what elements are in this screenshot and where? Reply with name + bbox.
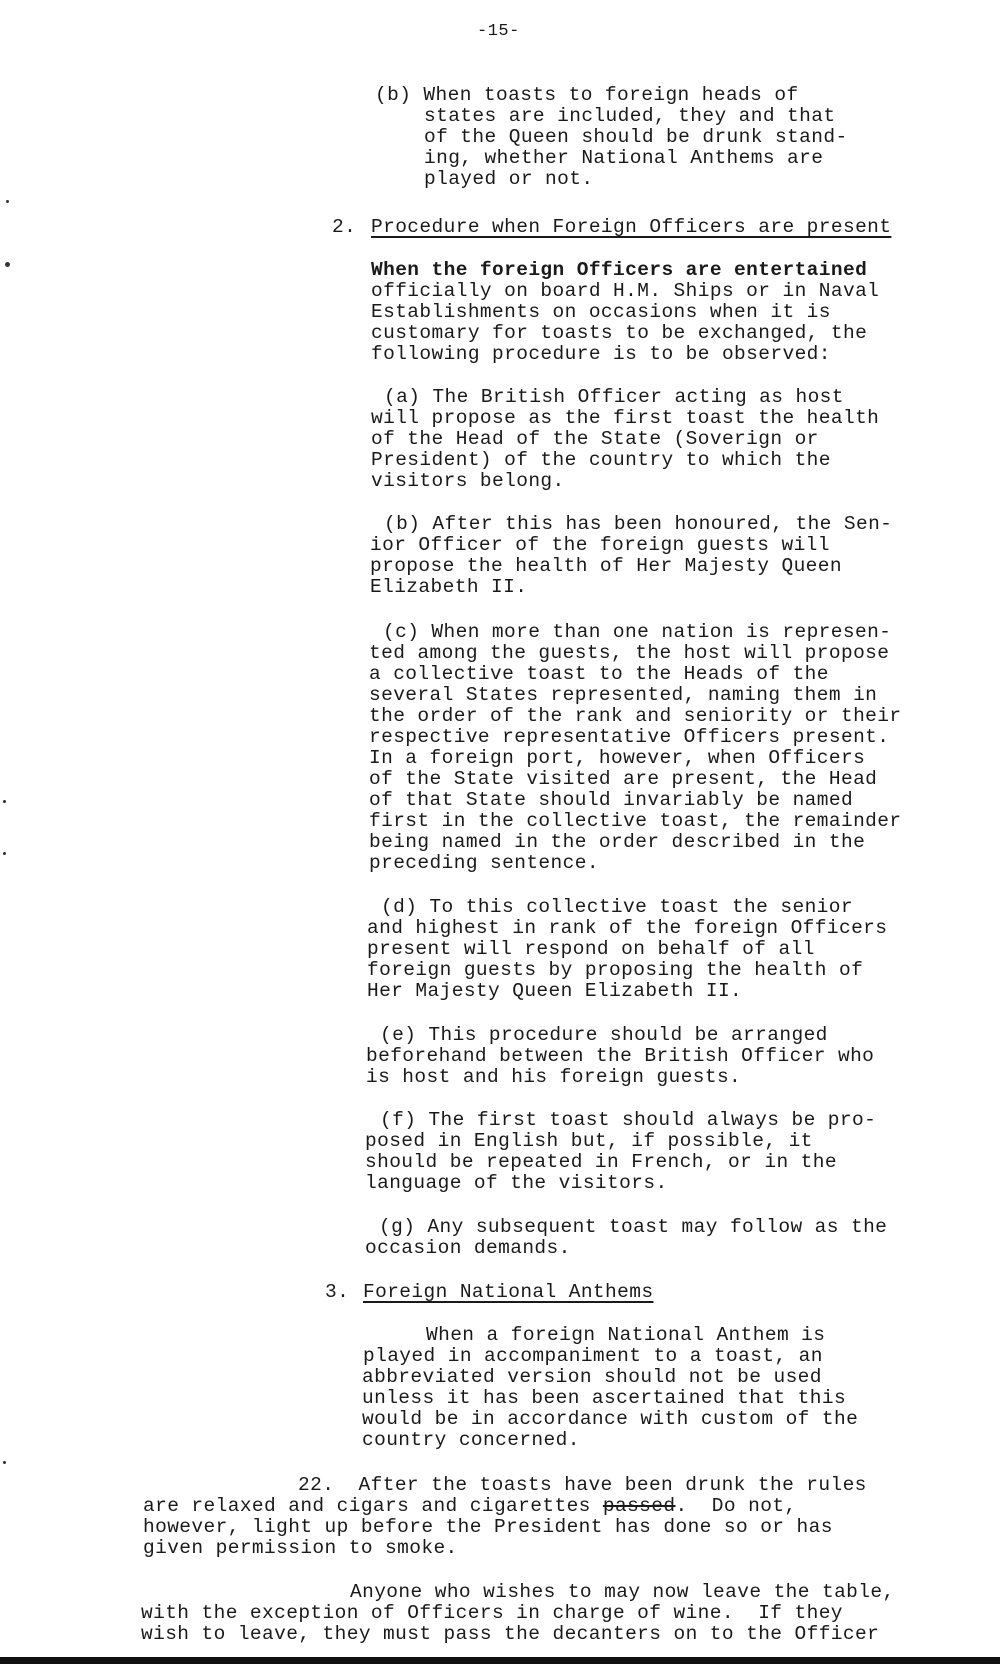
text-segment: . Do not, xyxy=(675,1495,797,1517)
text-line: would be in accordance with custom of the xyxy=(362,1408,859,1430)
text-line: abbreviated version should not be used xyxy=(362,1366,822,1388)
text-line: and highest in rank of the foreign Officers xyxy=(367,917,888,939)
text-line: Her Majesty Queen Elizabeth II. xyxy=(367,980,743,1002)
text-line: foreign guests by proposing the health of xyxy=(367,959,864,981)
text-line: occasion demands. xyxy=(365,1237,571,1259)
page-bottom-edge xyxy=(0,1657,1000,1664)
text-line: propose the health of Her Majesty Queen xyxy=(370,555,842,577)
text-line: (c) When more than one nation is represen- xyxy=(383,621,892,643)
text-line: (d) To this collective toast the senior xyxy=(381,896,853,918)
text-line: should be repeated in French, or in the xyxy=(365,1151,837,1173)
scan-speck xyxy=(5,262,10,267)
text-line: being named in the order described in the xyxy=(369,831,866,853)
text-line: country concerned. xyxy=(362,1429,580,1451)
text-line: with the exception of Officers in charge of wine. If they xyxy=(141,1602,843,1624)
text-line: In a foreign port, however, when Officers xyxy=(369,747,866,769)
text-line: officially on board H.M. Ships or in Naval xyxy=(371,280,880,302)
text-line: of the State visited are present, the Head xyxy=(369,768,878,790)
text-line: the order of the rank and seniority or their xyxy=(369,705,902,727)
text-line: Anyone who wishes to may now leave the table, xyxy=(350,1581,895,1603)
text-segment: are relaxed and cigars and cigarettes xyxy=(143,1495,603,1517)
text-line: ted among the guests, the host will propose xyxy=(369,642,890,664)
text-line: Establishments on occasions when it is xyxy=(371,301,831,323)
text-line: played or not. xyxy=(424,168,594,190)
text-line: a collective toast to the Heads of the xyxy=(369,663,829,685)
scan-speck xyxy=(6,200,9,203)
text-line xyxy=(143,1495,797,1517)
text-line: visitors belong. xyxy=(371,470,565,492)
text-line: respective representative Officers present. xyxy=(369,726,890,748)
text-line: language of the visitors. xyxy=(365,1172,668,1194)
text-line: beforehand between the British Officer who xyxy=(366,1045,875,1067)
text-line: (b) After this has been honoured, the Sen- xyxy=(384,513,893,535)
scan-speck xyxy=(3,1461,6,1464)
text-line: When the foreign Officers are entertained xyxy=(371,259,868,281)
section-heading: Procedure when Foreign Officers are present xyxy=(371,216,892,238)
text-line: preceding sentence. xyxy=(369,852,599,874)
text-line: however, light up before the President has done so or has xyxy=(143,1516,833,1538)
text-line: wish to leave, they must pass the decanters on to the Officer xyxy=(141,1623,880,1645)
text-line: states are included, they and that xyxy=(424,105,836,127)
text-line: will propose as the first toast the health xyxy=(371,407,880,429)
section-heading: Foreign National Anthems xyxy=(363,1281,654,1303)
text-line: ing, whether National Anthems are xyxy=(424,147,824,169)
text-line: President) of the country to which the xyxy=(371,449,831,471)
text-line: (b) When toasts to foreign heads of xyxy=(375,84,799,106)
scan-speck xyxy=(3,800,6,803)
text-line: ior Officer of the foreign guests will xyxy=(370,534,830,556)
text-line: customary for toasts to be exchanged, the xyxy=(371,322,868,344)
text-line: following procedure is to be observed: xyxy=(371,343,831,365)
text-line: (g) Any subsequent toast may follow as the xyxy=(379,1216,888,1238)
text-line: of the Queen should be drunk stand- xyxy=(424,126,848,148)
text-line: 22. After the toasts have been drunk the rules xyxy=(298,1474,867,1496)
text-line: several States represented, naming them in xyxy=(369,684,878,706)
struck-word: passed xyxy=(602,1495,676,1517)
text-line: (e) This procedure should be arranged xyxy=(380,1024,828,1046)
page-number: -15- xyxy=(477,22,520,41)
text-line: given permission to smoke. xyxy=(143,1537,458,1559)
text-line: of the Head of the State (Soverign or xyxy=(371,428,819,450)
text-line: unless it has been ascertained that this xyxy=(362,1387,847,1409)
text-line: (f) The first toast should always be pro- xyxy=(380,1109,877,1131)
text-line: (a) The British Officer acting as host xyxy=(384,386,844,408)
text-line: When a foreign National Anthem is xyxy=(426,1324,826,1346)
text-line: present will respond on behalf of all xyxy=(367,938,815,960)
text-line: posed in English but, if possible, it xyxy=(365,1130,813,1152)
text-line: of that State should invariably be named xyxy=(369,789,854,811)
text-line: first in the collective toast, the remainder xyxy=(369,810,902,832)
text-line: Elizabeth II. xyxy=(370,576,528,598)
section-number: 2. xyxy=(332,216,357,238)
scan-speck xyxy=(3,852,6,855)
text-line: played in accompaniment to a toast, an xyxy=(363,1345,823,1367)
section-number: 3. xyxy=(325,1281,350,1303)
text-line: is host and his foreign guests. xyxy=(366,1066,742,1088)
